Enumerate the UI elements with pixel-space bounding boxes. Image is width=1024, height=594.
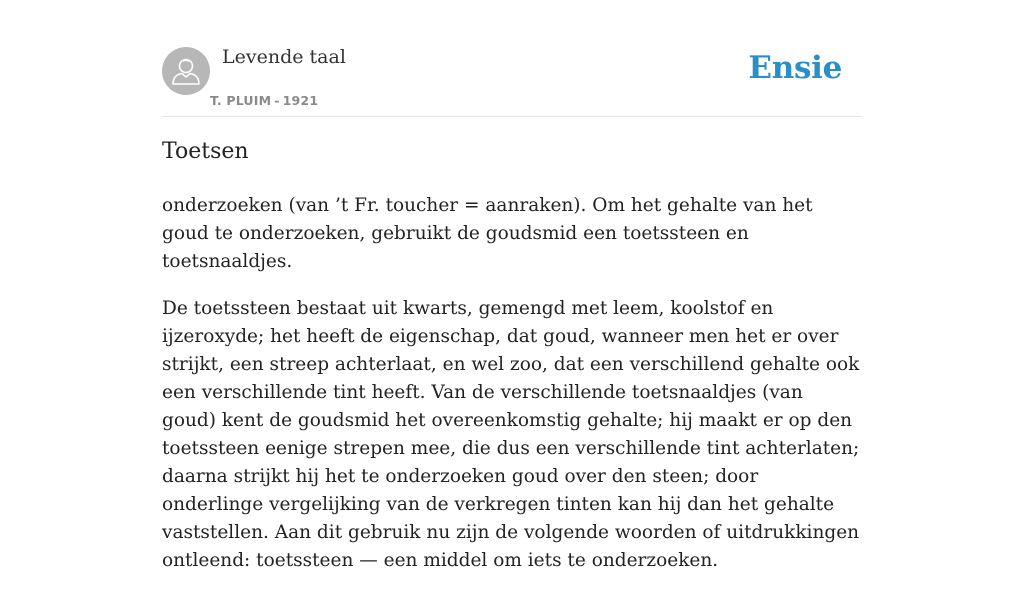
book-title[interactable]: Levende taal bbox=[222, 46, 346, 68]
entry-title: Toetsen bbox=[162, 139, 249, 164]
article-page bbox=[162, 0, 862, 571]
entry-body bbox=[162, 192, 862, 594]
article-header bbox=[162, 0, 862, 117]
brand-logo[interactable]: Ensie bbox=[748, 50, 842, 86]
user-icon bbox=[162, 47, 210, 95]
entry-paragraph: onderzoeken (van ’t Fr. toucher = aanraken). Om het gehalte van het goud te onderzoeken, gebruikt de goudsmid een toetssteen en toetsnaaldjes. bbox=[162, 195, 813, 272]
author-byline bbox=[210, 93, 318, 108]
author-avatar[interactable] bbox=[162, 47, 210, 95]
publication-year: 1921 bbox=[282, 93, 319, 108]
entry-paragraph: De toetssteen bestaat uit kwarts, gemengd met leem, koolstof en ijzeroxyde; het heeft de eigenschap, dat goud, wanneer men het er over strijkt, een streep achterlaat, en wel zoo, dat een verschillend gehalte ook een verschillende tint heeft. Van de verschillende toetsnaaldjes (van goud) kent de goudsmid het overeenkomstig gehalte; hij maakt er op den toetssteen eenige strepen mee, die dus een verschillende tint achterlaten; daarna strijkt hij het te onderzoeken goud over den steen; door onderlinge vergelijking van de verkregen tinten kan hij dan het gehalte vaststellen. Aan dit gebruik nu zijn de volgende woorden of uitdrukkingen ontleend: toetssteen — een middel om iets te onderzoeken. bbox=[162, 298, 860, 571]
author-name[interactable]: T. PLUIM bbox=[210, 93, 272, 108]
byline-separator: - bbox=[274, 93, 280, 108]
